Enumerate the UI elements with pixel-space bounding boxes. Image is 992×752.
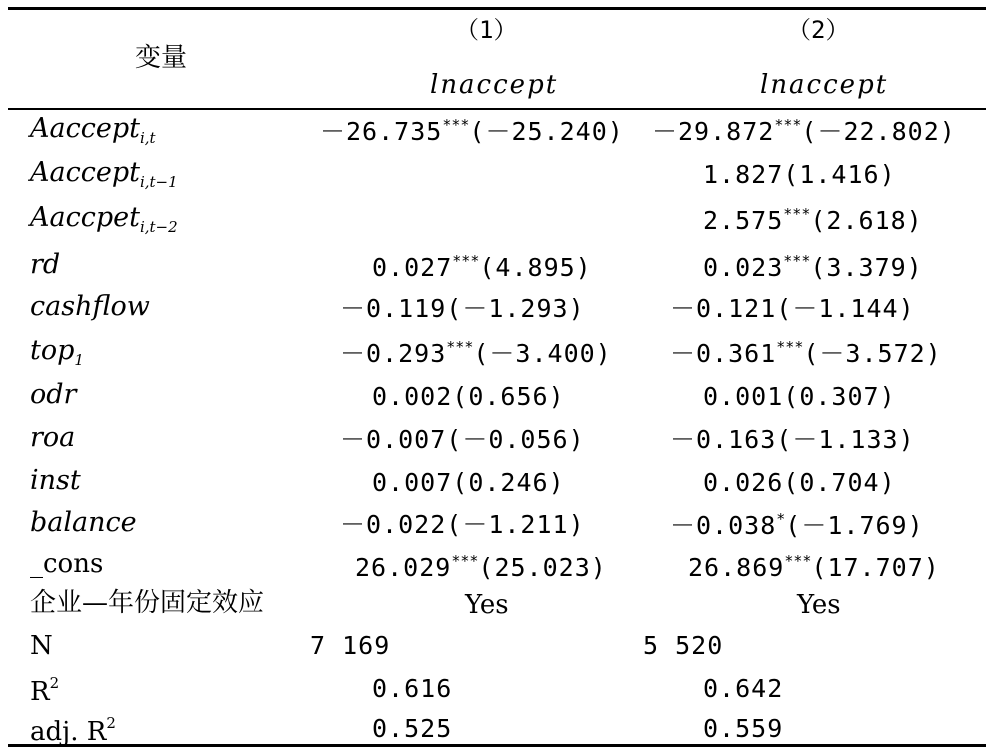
coef-cell-c1 [355,554,607,580]
row-variable [30,381,76,408]
t-statistic: (－1.211) [446,510,585,539]
coef-cell-c2 [703,470,896,495]
coef-cell-c1 [340,427,585,452]
variable-name: Aaccpet [30,202,140,233]
significance-stars: *** [442,116,470,134]
t-statistic: (0.656) [452,382,565,411]
row-variable [30,424,75,451]
coefficient: 2.575 [703,206,784,235]
coefficient: 0.002 [372,382,453,411]
variable-header: 变量 [135,43,188,73]
n-label: N [30,631,53,661]
fe-col1: Yes [465,590,509,620]
coef-cell-c1 [340,512,585,537]
significance-stars: *** [774,116,802,134]
t-statistic: (－1.133) [776,425,915,454]
fe-label: 企业—年份固定效应 [30,588,265,618]
significance-stars: *** [451,552,479,570]
variable-subscript: i,t−2 [139,218,178,236]
variable-name: Aaccept [30,157,140,188]
coefficient: －26.735 [320,117,443,146]
t-statistic: (0.704) [783,468,896,497]
coefficient: －0.119 [340,294,447,323]
variable-name: rd [30,249,61,280]
significance-stars: *** [446,338,474,356]
coefficient: 26.029 [355,553,452,582]
coef-cell-c2 [688,554,940,580]
significance-stars: * [776,510,786,528]
col1-number: （1） [455,16,518,44]
significance-stars: *** [452,252,480,270]
adjr2-label [30,716,116,745]
variable-name: inst [30,465,81,496]
coefficient: 0.001 [703,382,784,411]
coefficient: 0.027 [372,253,453,282]
t-statistic: (17.707) [811,553,940,582]
row-variable [30,293,150,320]
row-variable [30,551,103,577]
adjr2-superscript: 2 [106,714,116,732]
coef-cell-c1 [372,470,565,495]
variable-subscript: 1 [74,351,84,369]
coefficient: 1.827 [703,160,784,189]
row-variable [30,509,137,536]
adjr2-col1: 0.525 [372,714,453,743]
coef-cell-c2 [703,254,923,280]
significance-stars: *** [783,252,811,270]
coef-cell-c2 [670,296,915,321]
t-statistic: (－1.144) [776,294,915,323]
variable-name: top [30,335,75,366]
significance-stars: *** [784,552,812,570]
t-statistic: (25.023) [478,553,607,582]
coef-cell-c1 [340,340,612,366]
variable-name: cashflow [30,291,150,322]
coefficient: －0.361 [670,339,777,368]
coefficient: －0.038 [670,511,777,540]
bottom-rule [8,744,986,747]
t-statistic: (－3.572) [803,339,942,368]
coef-cell-c1 [340,296,585,321]
coef-cell-c2 [670,512,924,538]
t-statistic: (0.246) [452,468,565,497]
variable-name: roa [30,422,76,453]
variable-subscript: i,t [139,129,156,147]
coefficient: 0.023 [703,253,784,282]
variable-name: _cons [30,549,104,579]
coefficient: 0.026 [703,468,784,497]
coef-cell-c2 [670,340,942,366]
r2-col1: 0.616 [372,674,453,703]
r2-text: R [30,677,50,707]
n-col2: 5 520 [643,631,724,660]
coef-cell-c2 [703,207,923,233]
r2-superscript: 2 [49,674,60,692]
coefficient: 26.869 [688,553,785,582]
t-statistic: (0.307) [783,382,896,411]
t-statistic: (3.379) [810,253,923,282]
variable-name: odr [30,379,77,410]
r2-col2: 0.642 [703,674,784,703]
coef-cell-c1 [372,254,592,280]
coef-cell-c1 [372,384,565,409]
variable-name: balance [30,507,137,538]
coefficient: －0.007 [340,425,447,454]
variable-subscript: i,t−1 [139,173,178,191]
coefficient: －0.293 [340,339,447,368]
row-variable [30,337,84,368]
coefficient: －0.121 [670,294,777,323]
t-statistic: (－0.056) [446,425,585,454]
coef-cell-c2 [652,118,956,144]
top-rule [8,7,986,10]
significance-stars: *** [783,205,811,223]
coefficient: －29.872 [652,117,775,146]
adjr2-text: adj. R [30,717,107,747]
coefficient: －0.163 [670,425,777,454]
t-statistic: (－1.293) [446,294,585,323]
coef-cell-c2 [670,427,915,452]
row-variable [30,251,60,278]
significance-stars: *** [776,338,804,356]
r2-label [30,676,59,705]
row-variable [30,159,178,190]
t-statistic: (－25.240) [469,117,624,146]
coef-cell-c1 [320,118,624,144]
t-statistic: (－1.769) [785,511,924,540]
t-statistic: (－3.400) [473,339,612,368]
n-col1: 7 169 [310,631,391,660]
variable-name: Aaccept [30,113,140,144]
t-statistic: (1.416) [783,160,896,189]
col2-number: （2） [787,16,850,44]
col1-dependent: lnaccept [430,70,559,100]
col2-dependent: lnaccept [760,70,889,100]
header-rule [8,108,986,110]
t-statistic: (2.618) [810,206,923,235]
t-statistic: (－22.802) [801,117,956,146]
fe-col2: Yes [797,590,841,620]
coef-cell-c2 [703,162,896,187]
coefficient: 0.007 [372,468,453,497]
adjr2-col2: 0.559 [703,714,784,743]
row-variable [30,115,156,146]
t-statistic: (4.895) [479,253,592,282]
row-variable [30,204,178,235]
coefficient: －0.022 [340,510,447,539]
row-variable [30,467,81,494]
coef-cell-c2 [703,384,896,409]
